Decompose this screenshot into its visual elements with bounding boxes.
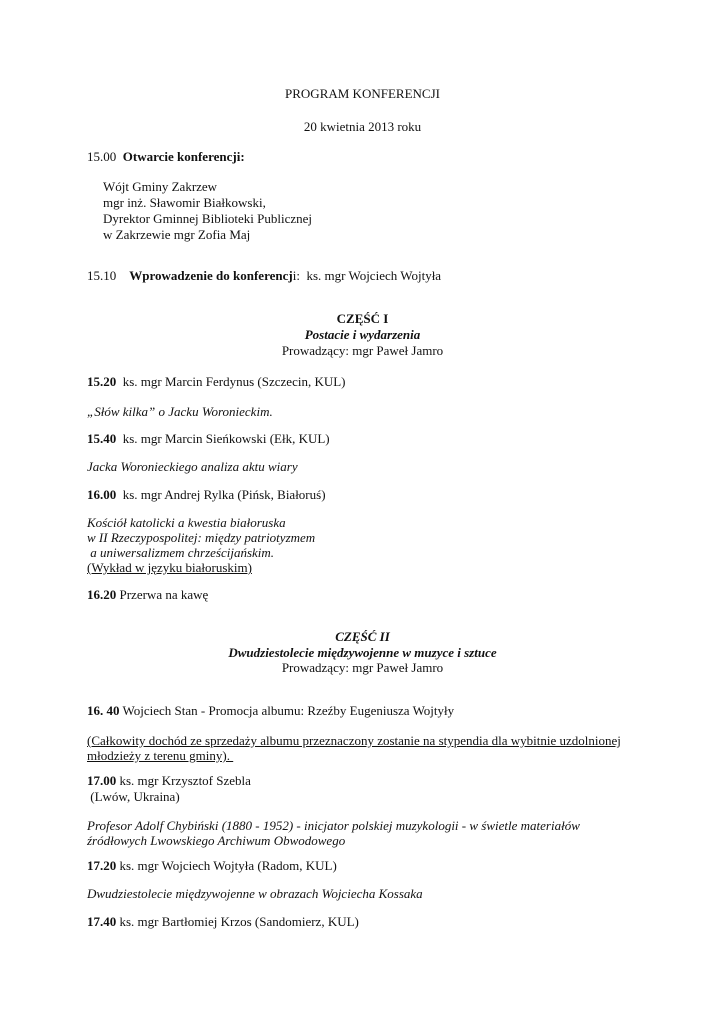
opening-time: 15.00 — [87, 149, 117, 164]
opening-line — [87, 149, 245, 165]
talk-5-time: 17.20 — [87, 858, 117, 873]
album-note-line-2: młodzieży z terenu gminy). — [87, 748, 234, 763]
introduction-line — [87, 268, 441, 284]
talk-5-line — [87, 858, 337, 874]
talk-4-time: 17.00 — [87, 773, 117, 788]
talk-5-title: Dwudziestolecie międzywojenne w obrazach Wojciecha Kossaka — [87, 886, 423, 901]
talk-3-title-line-2: w II Rzeczypospolitej: między patriotyzmem — [87, 530, 316, 545]
part1-subtitle: Postacie i wydarzenia — [304, 327, 421, 342]
part2-moderator: Prowadzący: mgr Paweł Jamro — [281, 660, 444, 675]
talk-2-title: Jacka Woronieckiego analiza aktu wiary — [87, 459, 298, 474]
opening-speaker-line-4: w Zakrzewie mgr Zofia Maj — [103, 227, 251, 242]
talk-3-speaker: ks. mgr Andrej Rylka (Pińsk, Białoruś) — [122, 487, 326, 502]
talk-4-line — [87, 773, 251, 789]
album-note-line-1: (Całkowity dochód ze sprzedaży albumu przeznaczony zostanie na stypendia dla wybitnie uzdolnionej — [87, 733, 621, 748]
talk-2-speaker: ks. mgr Marcin Sieńkowski (Ełk, KUL) — [122, 431, 330, 446]
talk-1-speaker: ks. mgr Marcin Ferdynus (Szczecin, KUL) — [122, 374, 346, 389]
talk-4-speaker: ks. mgr Krzysztof Szebla — [119, 773, 251, 788]
coffee-break-time: 16.20 — [87, 587, 117, 602]
talk-4-speaker-location: (Lwów, Ukraina) — [87, 789, 180, 804]
opening-speaker-line-2: mgr inż. Sławomir Białkowski, — [103, 195, 266, 210]
talk-3-language-note: (Wykład w języku białoruskim) — [87, 560, 252, 575]
album-line — [87, 703, 454, 719]
introduction-label: Wprowadzenie do konferencj — [129, 268, 293, 283]
part2-subtitle: Dwudziestolecie międzywojenne w muzyce i sztuce — [228, 645, 497, 660]
talk-6-time: 17.40 — [87, 914, 117, 929]
talk-1-title: „Słów kilka” o Jacku Woronieckim. — [87, 404, 273, 419]
talk-3-title-line-3: a uniwersalizmem chrześcijańskim. — [87, 545, 275, 560]
part1-moderator: Prowadzący: mgr Paweł Jamro — [281, 343, 444, 358]
opening-speaker-line-1: Wójt Gminy Zakrzew — [103, 179, 218, 194]
talk-5-speaker: ks. mgr Wojciech Wojtyła (Radom, KUL) — [119, 858, 337, 873]
talk-3-title-line-1: Kościół katolicki a kwestia białoruska — [87, 515, 286, 530]
talk-6-speaker: ks. mgr Bartłomiej Krzos (Sandomierz, KUL) — [119, 914, 359, 929]
talk-1-time: 15.20 — [87, 374, 117, 389]
introduction-speaker: ks. mgr Wojciech Wojtyła — [306, 268, 442, 283]
introduction-time: 15.10 — [87, 268, 117, 283]
coffee-break-line — [87, 587, 208, 603]
talk-1-line — [87, 374, 346, 390]
talk-3-time: 16.00 — [87, 487, 117, 502]
document-date: 20 kwietnia 2013 roku — [303, 119, 422, 134]
talk-2-line — [87, 431, 330, 447]
talk-3-line — [87, 487, 326, 503]
talk-2-time: 15.40 — [87, 431, 117, 446]
album-time: 16. 40 — [87, 703, 120, 718]
coffee-break-label: Przerwa na kawę — [119, 587, 209, 602]
talk-4-title-line-1: Profesor Adolf Chybiński (1880 - 1952) - inicjator polskiej muzykologii - w świetle materiałów — [87, 818, 580, 833]
album-text: Wojciech Stan - Promocja albumu: Rzeźby Eugeniusza Wojtyły — [122, 703, 455, 718]
part1-heading: CZĘŚĆ I — [336, 311, 389, 326]
talk-4-title-line-2: źródłowych Lwowskiego Archiwum Obwodowego — [87, 833, 346, 848]
document-title: PROGRAM KONFERENCJI — [285, 86, 440, 101]
opening-speaker-line-3: Dyrektor Gminnej Biblioteki Publicznej — [103, 211, 313, 226]
opening-label: Otwarcie konferencji: — [122, 149, 245, 164]
talk-6-line — [87, 914, 359, 930]
part2-heading: CZĘŚĆ II — [335, 629, 390, 644]
introduction-label-tail: i: — [292, 268, 300, 283]
